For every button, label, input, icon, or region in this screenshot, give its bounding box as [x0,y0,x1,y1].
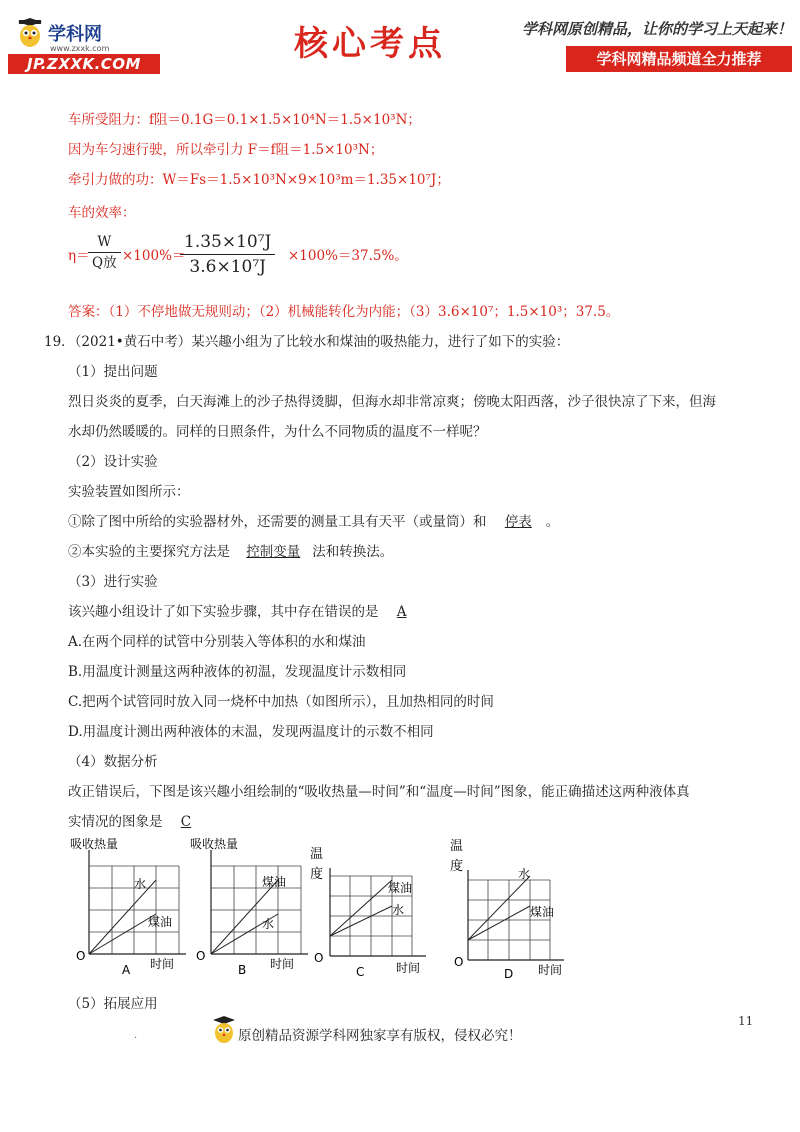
graph-d-label-1: 水 [518,867,531,881]
subquestion-1-text: ①除了图中所给的实验器材外，还需要的测量工具有天平（或量筒）和 [68,514,487,530]
subquestion-1-end: 。 [545,514,560,530]
fraction-values-denominator: 3.6×10⁷J [189,257,266,277]
graph-d-label-2: 煤油 [530,905,555,919]
graph-c-line-1 [330,880,392,936]
graph-a-line-1 [89,880,156,954]
graph-b-xlabel: 时间 [270,957,295,971]
solution-resistance: 车所受阻力：f阻＝0.1G＝0.1×1.5×10⁴N＝1.5×10³N； [68,112,421,128]
graph-c-ylabel-2: 度 [310,867,324,882]
subquestion-1-answer: 停表 [504,514,532,530]
graph-b-svg [186,836,310,980]
eta-prefix: η＝ [68,248,90,264]
paragraph-4b-answer: C [180,814,192,830]
graph-b-label-2: 水 [262,917,275,931]
section-3-heading: （3）进行实验 [68,574,158,590]
fraction-w-over-q [88,232,121,273]
solution-efficiency-label: 车的效率： [68,205,136,221]
fraction-numerator: W [88,232,121,253]
graph-b-tag: B [238,963,247,977]
solution-traction: 因为车匀速行驶，所以牵引力 F＝f阻＝1.5×10³N； [68,142,384,158]
logo-url-bar: JP.ZXXK.COM [8,54,160,74]
graph-c-xlabel: 时间 [396,961,421,975]
answer-line: 答案：（1）不停地做无规则动；（2）机械能转化为内能；（3）3.6×10⁷；1.5×10³；37.5。 [68,304,620,320]
paragraph-4b-text: 实情况的图象是 [68,814,163,830]
section-5-heading: （5）拓展应用 [68,996,158,1012]
graph-d-grid [468,880,550,960]
logo-text: 学科网 [48,24,102,45]
graph-d-line-2 [468,906,530,940]
graph-d-xlabel: 时间 [538,963,563,977]
header-slogan: 学科网原创精品，让你的学习上天起来！ [521,20,792,38]
graph-b [186,836,310,980]
logo-url-small: www.zxxk.com [50,44,110,53]
paragraph-4a: 改正错误后，下图是该兴趣小组绘制的“吸收热量—时间”和“温度—时间”图象，能正确描述这两种液体真 [68,784,690,800]
paragraph-3-answer: A [396,604,407,620]
graph-c-line-2 [330,906,392,936]
graph-d [446,836,570,980]
option-b: B.用温度计测量这两种液体的初温，发现温度计示数相同 [68,664,407,680]
fraction-values-numerator: 1.35×10⁷J [180,230,275,255]
fraction-denominator: Q放 [92,255,117,271]
graph-c-label-1: 煤油 [388,881,413,895]
graph-a-xlabel: 时间 [150,957,175,971]
header-ribbon: 学科网精品频道全力推荐 [566,46,792,72]
subquestion-2-end: 法和转换法。 [312,544,394,560]
graph-a-label-2: 煤油 [148,915,173,929]
graph-a-origin: O [76,949,86,963]
graph-d-tag: D [504,967,514,980]
graph-d-line-1 [468,876,530,940]
paragraph-3 [68,602,411,622]
page-number: 11 [738,1014,754,1028]
owl-mascot-icon [16,18,44,48]
section-1-heading: （1）提出问题 [68,364,158,380]
graph-a-tag: A [122,963,131,977]
paragraph-4b [68,812,195,832]
graph-a-ylabel: 吸收热量 [70,837,119,851]
subquestion-1 [68,512,559,532]
graph-c-svg [308,840,432,984]
graph-c [308,840,432,984]
times-100-first: ×100%＝ [122,248,186,264]
subquestion-2 [68,542,393,562]
section-4-heading: （4）数据分析 [68,754,158,770]
graph-b-origin: O [196,949,206,963]
graph-c-ylabel-1: 温 [310,847,324,862]
graph-a-line-2 [89,914,156,954]
graph-a-label-1: 水 [134,877,147,891]
graph-b-ylabel: 吸收热量 [190,837,239,851]
times-100-result: ×100%＝37.5%。 [288,248,408,264]
subquestion-2-answer: 控制变量 [246,544,301,560]
subquestion-2-text: ②本实验的主要探究方法是 [68,544,230,560]
paragraph-2: 实验装置如图所示： [68,484,190,500]
graph-a [64,836,188,980]
footer-copyright: 原创精品资源学科网独家享有版权，侵权必究！ [238,1028,522,1044]
fraction-values [180,230,275,279]
footer-owl-icon [212,1016,236,1044]
graph-b-label-1: 煤油 [262,875,287,889]
header-title: 核心考点 [294,24,446,64]
graph-c-origin: O [314,951,324,965]
paragraph-1a: 烈日炎炎的夏季，白天海滩上的沙子热得烫脚，但海水却非常凉爽；傍晚太阳西落，沙子很快凉了下来，但海 [68,394,716,410]
graph-a-svg [64,836,188,980]
graph-c-label-2: 水 [392,903,405,917]
graph-d-origin: O [454,955,464,969]
graph-c-tag: C [356,965,365,979]
site-logo[interactable] [8,16,160,74]
option-c: C.把两个试管同时放入同一烧杯中加热（如图所示），且加热相同的时间 [68,694,494,710]
paragraph-3-text: 该兴趣小组设计了如下实验步骤，其中存在错误的是 [68,604,379,620]
solution-work: 牵引力做的功：W＝Fs＝1.5×10³N×9×10³m＝1.35×10⁷J； [68,172,450,188]
paragraph-1b: 水却仍然暖暖的。同样的日照条件，为什么不同物质的温度不一样呢？ [68,424,487,440]
graph-b-grid [211,866,301,954]
option-a: A.在两个同样的试管中分别装入等体积的水和煤油 [68,634,366,650]
section-2-heading: （2）设计实验 [68,454,158,470]
graph-d-ylabel-1: 温 [450,839,464,854]
option-d: D.用温度计测出两种液体的末温，发现两温度计的示数不相同 [68,724,434,740]
question-number-line: 19．（2021•黄石中考）某兴趣小组为了比较水和煤油的吸热能力，进行了如下的实验： [44,334,570,350]
footer-dot: . [134,1030,138,1041]
graph-d-ylabel-2: 度 [450,859,464,874]
graph-d-svg [446,836,570,980]
